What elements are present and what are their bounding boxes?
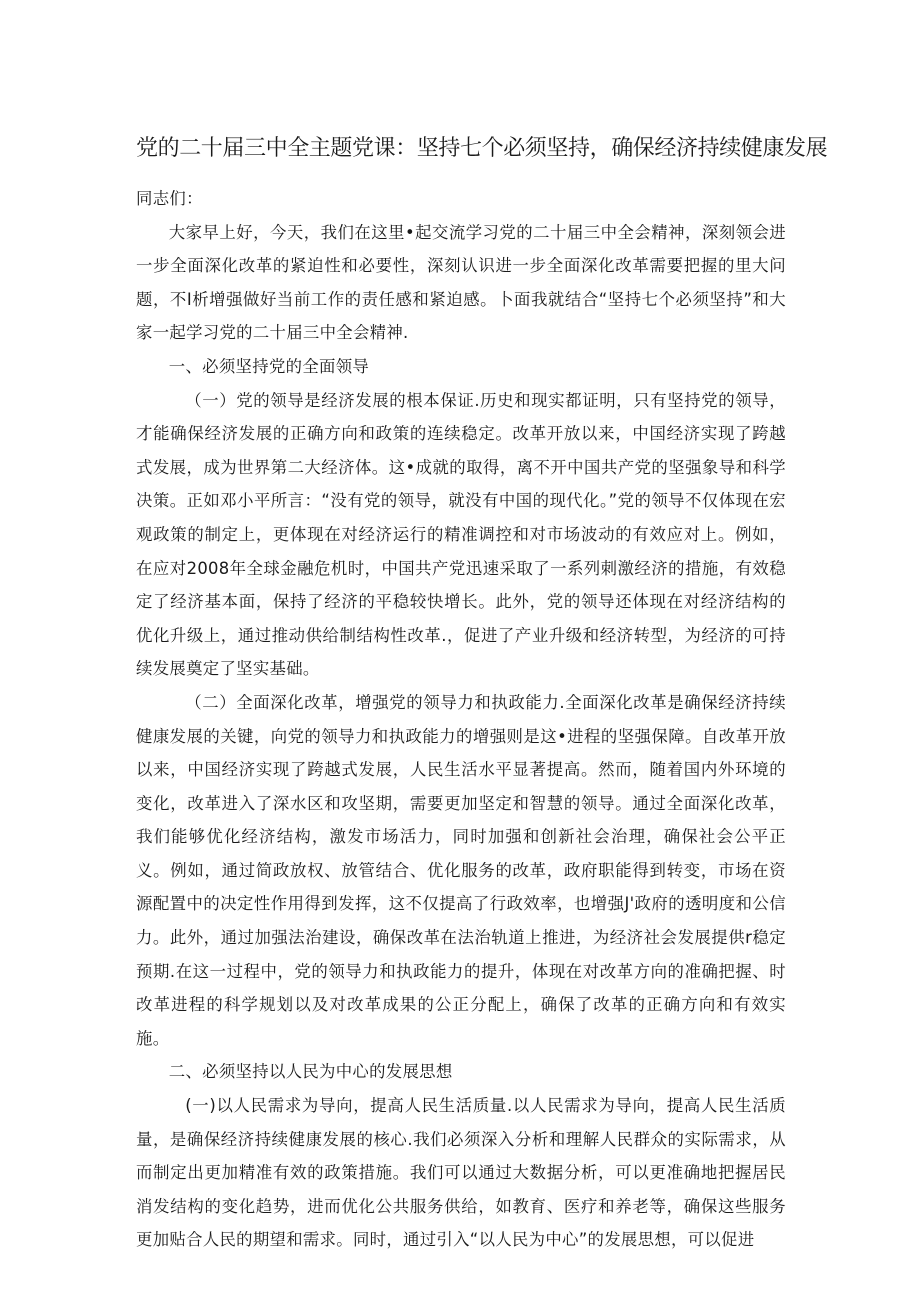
- section-2-heading: 二、必须坚持以人民为中心的发展思想: [168, 1062, 453, 1082]
- section-1-heading: 一、必须坚持党的全面领导: [168, 356, 370, 376]
- section-2-paragraph-1: (一)以人民需求为导向，提高人民生活质量.以人民需求为导向，提高人民生活质量，是确保经济持续健康发展的核心.我们必须深入分析和理解人民群众的实际需求，从而制定出更加精准有效的政策措施。我们可以通过大数据分析，可以更准确地把握居民消发结构的变化趋势，进而优化公共服务供给，如教育、医疗和养老等，确保这些服务更加贴合人民的期望和需求。同时，通过引入“以人民为中心”的发展思想，可以促进: [136, 1096, 786, 1250]
- intro-paragraph: 大家早上好，今天，我们在这里•起交流学习党的二十届三中全会精神，深刻领会进一步全面深化改革的紧迫性和必要性，深刻认识进一步全面深化改革需要把握的里大问题，不I析增强做好当前工作的责任感和紧迫感。卜面我就结合“坚持七个必须坚持”和大家一起学习党的二十届三中全会精神.: [136, 222, 786, 343]
- salutation: 同志们：: [136, 189, 203, 208]
- document-body: [136, 182, 786, 1257]
- document-title: 党的二十届三中全主题党课：坚持七个必须坚持，确保经济持续健康发展: [136, 136, 828, 161]
- section-1-paragraph-1: （一）党的领导是经济发展的根本保证.历史和现实都证明，只有坚持党的领导，才能确保经济发展的正确方向和政策的连续稳定。改革开放以来，中国经济实现了跨越式发展，成为世界第二大经济体。这•成就的取得，离不开中国共产党的坚强象导和科学决策。正如邓小平所言：“没有党的领导，就没有中国的现代化。”党的领导不仅体现在宏观政策的制定上，更体现在对经济运行的精准调控和对市场波动的有效应对上。例如，在应对2008年全球金融危机时，中国共产党迅速采取了一系列刺激经济的措施，有效稳定了经济基本面，保持了经济的平稳较快增长。此外，党的领导还体现在对经济结构的优化升级上，通过推动供给制结构性改革.，促进了产业升级和经济转型，为经济的可持续发展奠定了坚实基础。: [136, 390, 786, 679]
- section-1-paragraph-2: （二）全面深化改革，增强党的领导力和执政能力.全面深化改革是确保经济持续健康发展的关键，向党的领导力和执政能力的增强则是这•进程的坚强保障。自改革开放以来，中国经济实现了跨越式发展，人民生活水平显著提高。然而，随着国内外环境的变化，改革进入了深水区和攻坚期，需要更加坚定和智慧的领导。通过全面深化改革，我们能够优化经济结构，激发市场活力，同时加强和创新社会治理，确保社会公平正义。例如，通过简政放权、放管结合、优化服务的改革，政府职能得到转变，市场在资源配置中的决定性作用得到发挥，这不仅提高了行政效率，也增强J'政府的透明度和公信力。此外，通过加强法治建设，确保改革在法治轨道上推进，为经济社会发展提供r稳定预期.在这一过程中，党的领导力和执政能力的提升，体现在对改革方向的准确把握、时改革进程的科学规划以及对改革成果的公正分配上，确保了改革的正确方向和有效实施。: [136, 692, 786, 1048]
